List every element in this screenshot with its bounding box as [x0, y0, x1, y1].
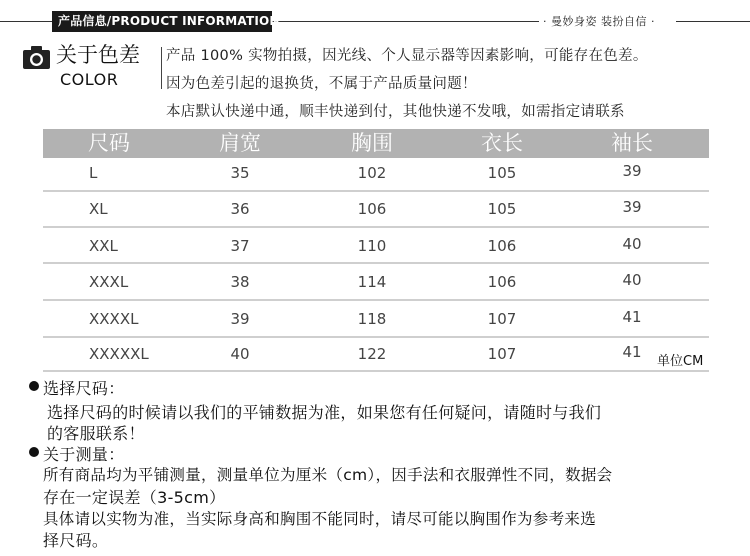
header-sleeve: 袖长: [611, 131, 653, 155]
measure-line: 择尺码。: [43, 531, 109, 550]
color-title: 关于色差: [56, 43, 140, 67]
row-divider: [43, 226, 709, 228]
bust-cell: 122: [357, 345, 387, 363]
sleeve-cell: 41: [622, 343, 642, 361]
header-bust: 胸围: [351, 131, 393, 155]
row-divider: [43, 370, 709, 372]
size-cell: XXL: [89, 237, 118, 255]
size-cell: XXXXXL: [89, 345, 149, 363]
bust-cell: 114: [357, 273, 387, 291]
length-cell: 106: [487, 237, 517, 255]
header-shoulder: 肩宽: [219, 131, 261, 155]
shoulder-cell: 36: [230, 200, 250, 218]
length-cell: 105: [487, 200, 517, 218]
size-table-header: [43, 129, 709, 158]
bullet-icon: [29, 447, 39, 457]
divider: [161, 47, 162, 89]
row-divider: [43, 190, 709, 192]
camera-icon: [23, 45, 50, 69]
color-note: 产品 100% 实物拍摄，因光线、个人显示器等因素影响，可能存在色差。: [166, 48, 648, 64]
length-cell: 106: [487, 273, 517, 291]
size-cell: XL: [89, 200, 108, 218]
sleeve-cell: 39: [622, 198, 642, 216]
choose-title: 选择尺码：: [43, 379, 125, 398]
bust-cell: 102: [357, 164, 387, 182]
shoulder-cell: 40: [230, 345, 250, 363]
bust-cell: 110: [357, 237, 387, 255]
length-cell: 107: [487, 310, 517, 328]
shoulder-cell: 38: [230, 273, 250, 291]
measure-line: 所有商品均为平铺测量，测量单位为厘米（cm），因手法和衣服弹性不同，数据会: [43, 466, 613, 484]
row-divider: [43, 299, 709, 301]
shoulder-cell: 35: [230, 164, 250, 182]
shoulder-cell: 39: [230, 310, 250, 328]
header-rule-left: [0, 21, 52, 22]
length-cell: 105: [487, 164, 517, 182]
row-divider: [43, 336, 709, 338]
size-cell: XXXXL: [89, 310, 139, 328]
header-rule-middle: [272, 21, 539, 22]
sleeve-cell: 40: [622, 235, 642, 253]
color-note: 本店默认快递中通，顺丰快递到付，其他快递不发哦，如需指定请联系: [166, 104, 625, 120]
size-cell: XXXL: [89, 273, 129, 291]
bullet-icon: [29, 381, 39, 391]
measure-line: 具体请以实物为准，当实际身高和胸围不能同时，请尽可能以胸围作为参考来选: [43, 510, 597, 528]
measure-title: 关于测量：: [43, 445, 125, 464]
sleeve-cell: 40: [622, 271, 642, 289]
sleeve-cell: 41: [622, 308, 642, 326]
sleeve-cell: 39: [622, 162, 642, 180]
choose-line: 的客服联系！: [47, 424, 145, 443]
unit-label: 单位CM: [657, 354, 704, 369]
color-note: 因为色差引起的退换货，不属于产品质量问题！: [166, 76, 477, 92]
length-cell: 107: [487, 345, 517, 363]
choose-line: 选择尺码的时候请以我们的平铺数据为准，如果您有任何疑问，请随时与我们: [47, 403, 602, 422]
header-length: 衣长: [481, 131, 523, 155]
row-divider: [43, 262, 709, 264]
section-tag: 产品信息/PRODUCT INFORMATION: [52, 11, 272, 32]
header-slogan: · 曼妙身姿 装扮自信 ·: [543, 15, 655, 28]
shoulder-cell: 37: [230, 237, 250, 255]
header-rule-right: [676, 21, 750, 22]
size-cell: L: [89, 164, 98, 182]
bust-cell: 106: [357, 200, 387, 218]
header-size: 尺码: [88, 131, 130, 155]
bust-cell: 118: [357, 310, 387, 328]
color-subtitle: COLOR: [60, 70, 119, 89]
measure-line: 存在一定误差（3-5cm）: [43, 488, 226, 507]
